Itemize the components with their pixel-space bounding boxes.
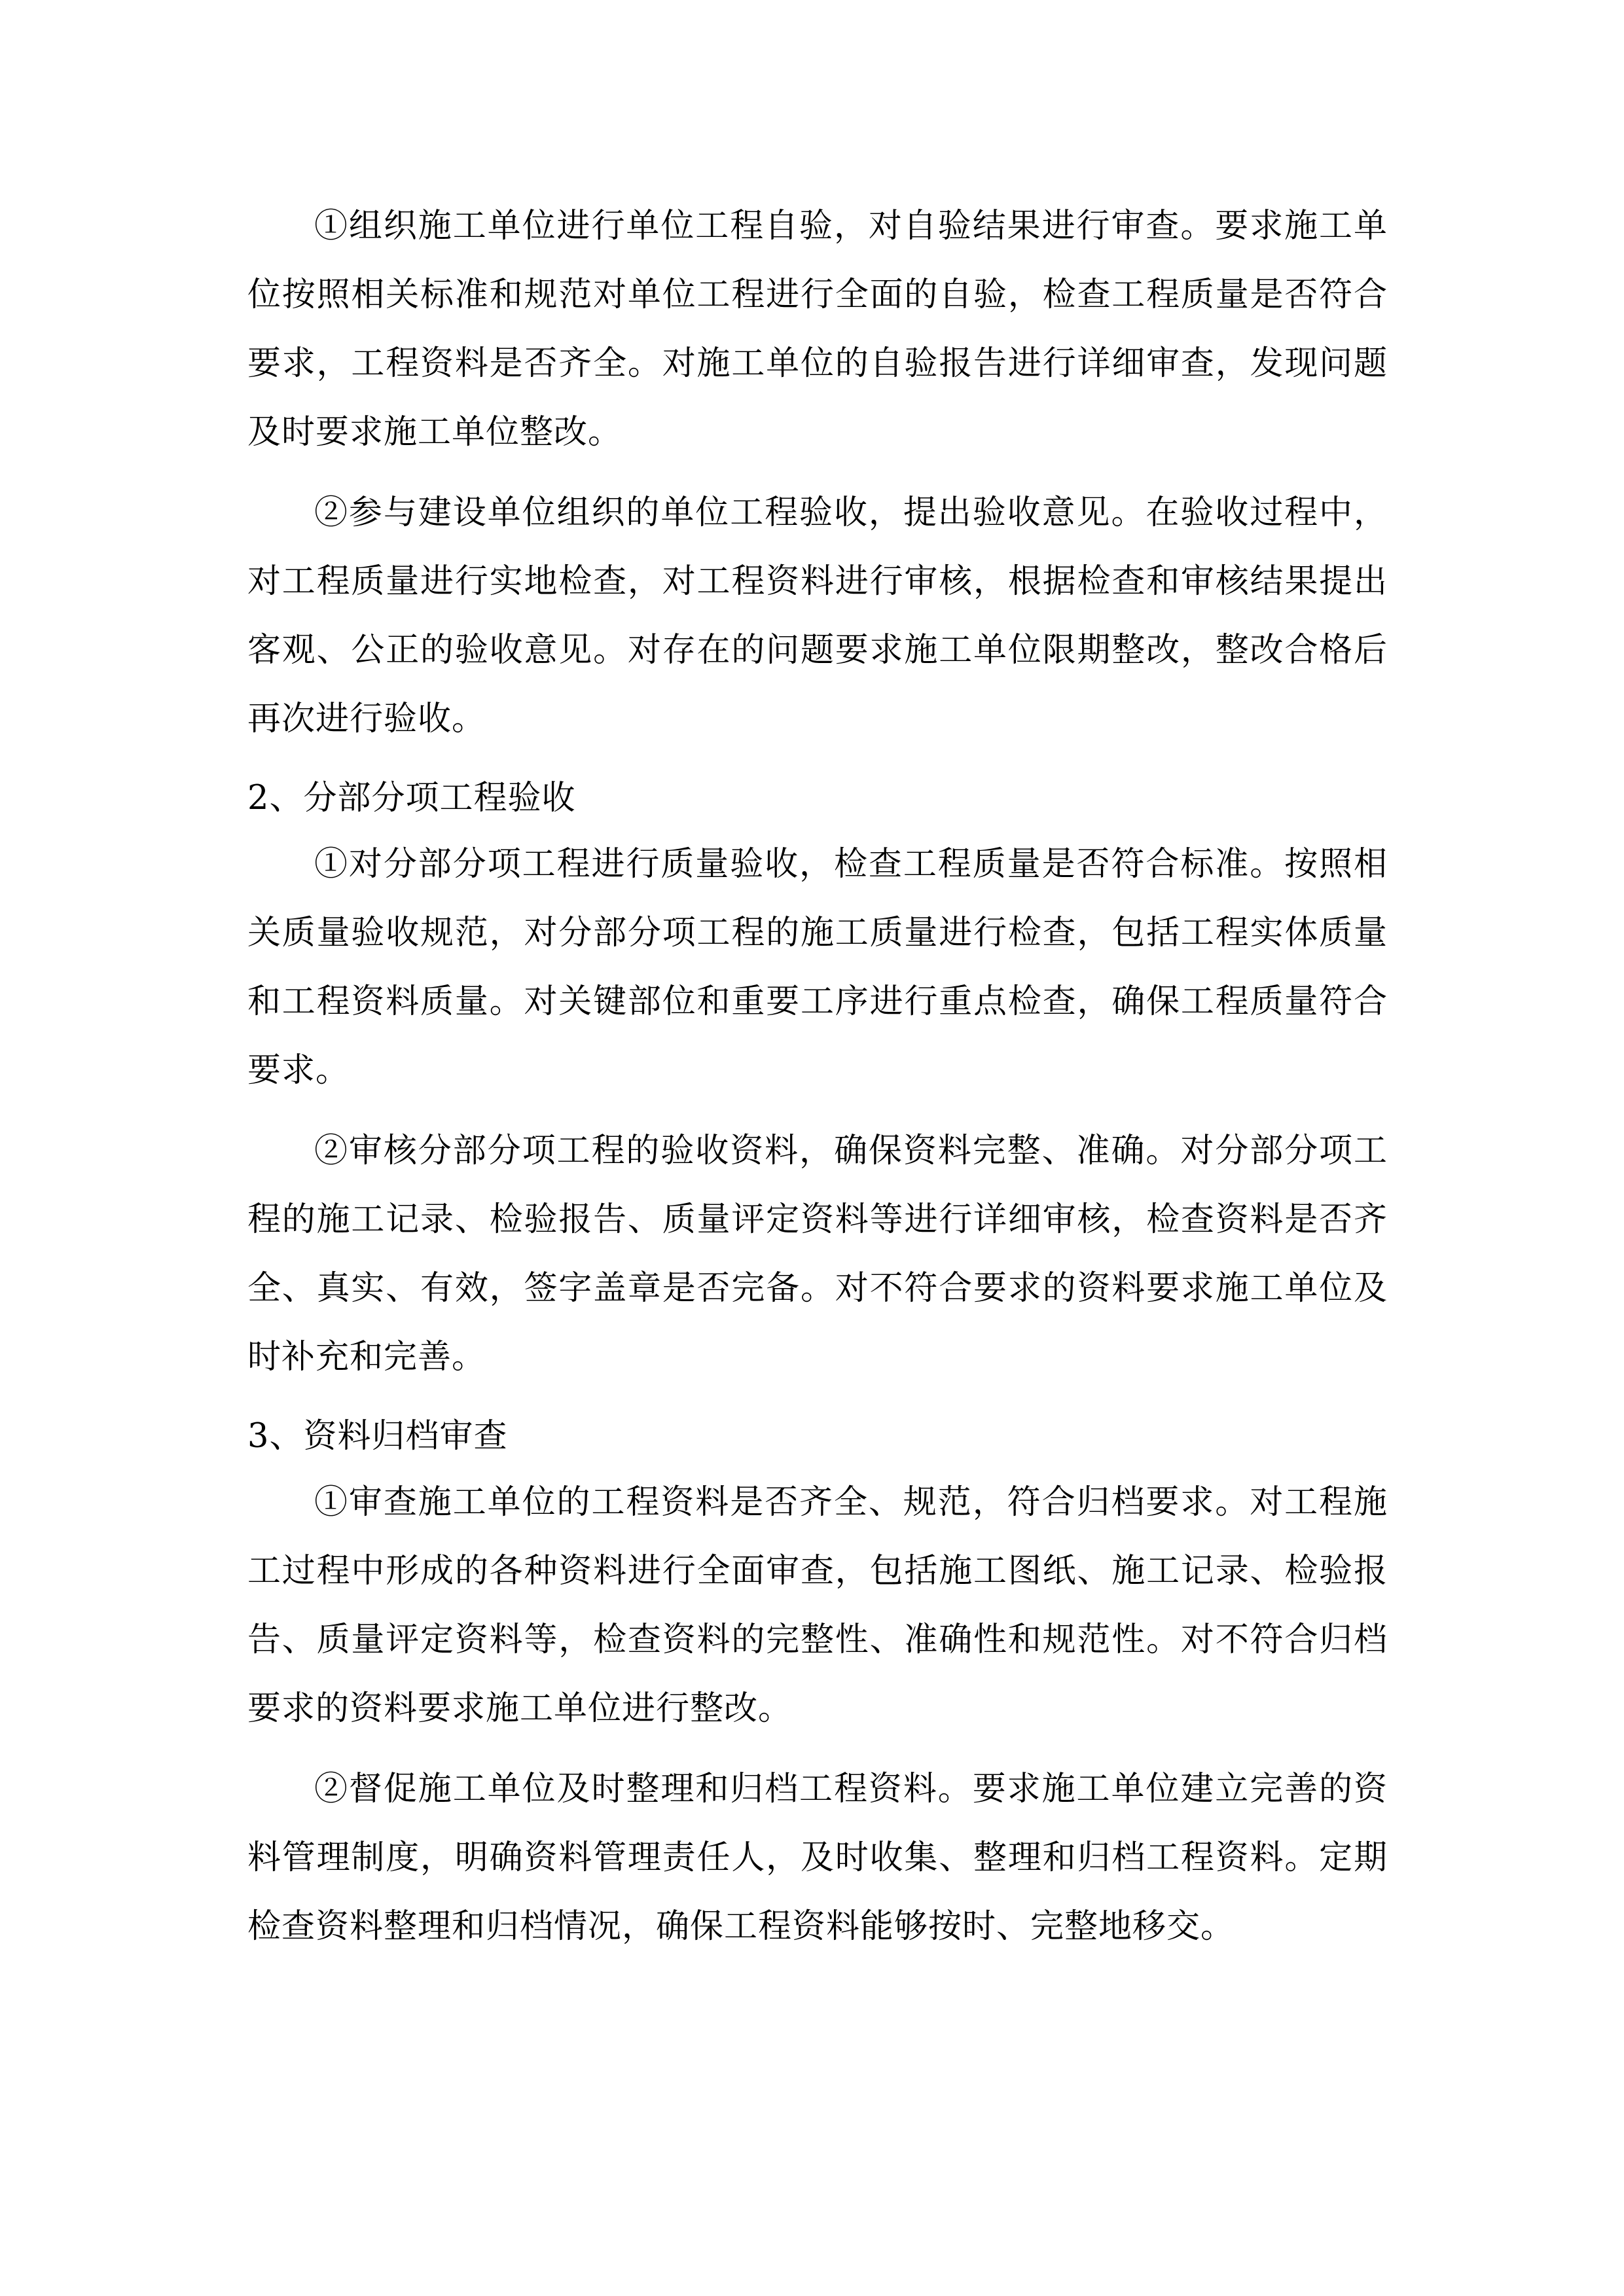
paragraph-archive-supervision: ②督促施工单位及时整理和归档工程资料。要求施工单位建立完善的资料管理制度，明确资料管理责任人，及时收集、整理和归档工程资料。定期检查资料整理和归档情况，确保工程资料能够按时、完整地移交。 [247,1770,1388,1946]
section-heading-archive-review: 3、资料归档审查 [247,1417,508,1456]
paragraph-unit-self-inspection: ①组织施工单位进行单位工程自验，对自验结果进行审查。要求施工单位按照相关标准和规范对单位工程进行全面的自验，检查工程质量是否符合要求，工程资料是否齐全。对施工单位的自验报告进行详细审查，发现问题及时要求施工单位整改。 [247,207,1388,452]
paragraph-subdivision-quality: ①对分部分项工程进行质量验收，检查工程质量是否符合标准。按照相关质量验收规范，对分部分项工程的施工质量进行检查，包括工程实体质量和工程资料质量。对关键部位和重要工序进行重点检查，确保工程质量符合要求。 [247,845,1388,1090]
paragraph-unit-acceptance: ②参与建设单位组织的单位工程验收，提出验收意见。在验收过程中，对工程质量进行实地检查，对工程资料进行审核，根据检查和审核结果提出客观、公正的验收意见。对存在的问题要求施工单位限期整改，整改合格后再次进行验收。 [247,493,1388,738]
document-body [247,192,1388,1961]
section-heading-subdivision-acceptance: 2、分部分项工程验收 [247,779,576,817]
paragraph-archive-review: ①审查施工单位的工程资料是否齐全、规范，符合归档要求。对工程施工过程中形成的各种资料进行全面审查，包括施工图纸、施工记录、检验报告、质量评定资料等，检查资料的完整性、准确性和规范性。对不符合归档要求的资料要求施工单位进行整改。 [247,1483,1388,1728]
paragraph-subdivision-records: ②审核分部分项工程的验收资料，确保资料完整、准确。对分部分项工程的施工记录、检验报告、质量评定资料等进行详细审核，检查资料是否齐全、真实、有效，签字盖章是否完备。对不符合要求的资料要求施工单位及时补充和完善。 [247,1132,1388,1376]
